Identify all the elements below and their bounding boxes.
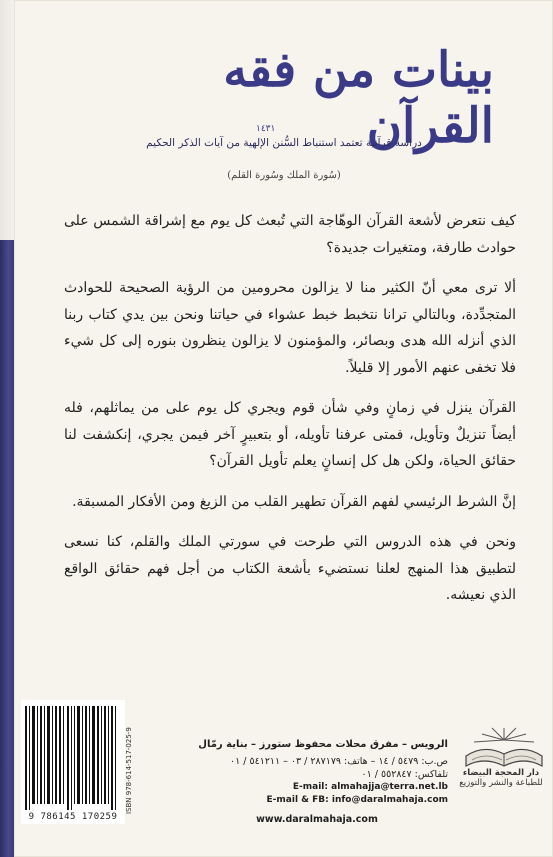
paragraph: ونحن في هذه الدروس التي طرحت في سورتي الملك والقلم، كنا نسعى لتطبيق هذا المنهج لعلنا نستضيء بأشعة الكتاب من أجل فهم حقائق الواقع الذي نعيشه. bbox=[64, 534, 516, 603]
paragraph: القرآن ينزل في زمانٍ وفي شأن قوم ويجري كل يوم على من يماثلهم، فله أيضاً تنزيلٌ وتأويل، فمتى عرفنا تأويله، أو بتعبيرٍ آخر فيمن يجري، إنكشفت لنا حقائق الحياة، ولكن هل كل إنسانٍ يعلم تأويل القرآن؟ bbox=[64, 400, 516, 469]
publisher-logo bbox=[454, 720, 553, 800]
surahs-label: (سُورة الملك وسُورة القلم) bbox=[227, 170, 341, 181]
isbn: ISBN 978-614-517-025-9 bbox=[125, 727, 133, 814]
back-cover bbox=[14, 0, 553, 857]
publisher-tagline: للطباعة والنشر والتوزيع bbox=[459, 778, 543, 788]
website: www.daralmahaja.com bbox=[256, 814, 378, 825]
blurb bbox=[64, 208, 516, 623]
phones: ص.ب: ٥٤٧٩ / ١٤ – هاتف: ٢٨٧١٧٩ / ٠٣ – ٥٤١٢١١ / ٠١ bbox=[230, 756, 448, 767]
paragraph: ألا ترى معي أنّ الكثير منا لا يزالون محرومين من الرؤية الصحيحة للحوادث المتجدِّدة، وبالتالي ترانا نتخبط خبط عشواء في حياتنا ونحن بين يدي كتاب ربنا الذي أنزله الله هدى وبصائر، والمؤمنون لا يزالون ينظرون بنوره إلى كل شيء فلا تخفى عنهم الأمور إلا قليلاً. bbox=[64, 280, 516, 376]
fax: تلفاكس: ٥٥٢٨٤٧ / ٠١ bbox=[361, 769, 448, 780]
email-primary: E-mail: almahajja@terra.net.lb bbox=[292, 782, 448, 792]
title-text: بينات من فقه القرآن bbox=[223, 42, 494, 154]
spine-highlight bbox=[0, 0, 14, 240]
paragraph: كيف نتعرض لأشعة القرآن الوهّاجة التي تُبعث كل يوم مع إشراقة الشمس على حوادث طارفة، ومتغيرات جديدة؟ bbox=[64, 213, 516, 256]
title-number: ١٤٣١ bbox=[256, 124, 276, 134]
barcode-digits: 9 786145 170259 bbox=[28, 812, 118, 822]
email-secondary: E-mail & FB: info@daralmahaja.com bbox=[266, 795, 448, 805]
publisher-name: دار المحجة البيضاء bbox=[462, 768, 540, 778]
address: الرويس – مفرق محلات محفوظ ستورز – بناية رمّال bbox=[198, 739, 448, 750]
barcode-bars bbox=[21, 700, 121, 810]
contact-info bbox=[186, 738, 448, 826]
barcode bbox=[21, 700, 133, 824]
subtitle: دراسة قرآنية تعتمد استنباط السُّنن الإلهية من آيات الذكر الحكيم bbox=[146, 137, 422, 149]
paragraph: إنَّ الشرط الرئيسي لفهم القرآن تطهير القلب من الزيغ ومن الأفكار المسبقة. bbox=[72, 493, 516, 510]
publisher-caption bbox=[451, 768, 551, 788]
